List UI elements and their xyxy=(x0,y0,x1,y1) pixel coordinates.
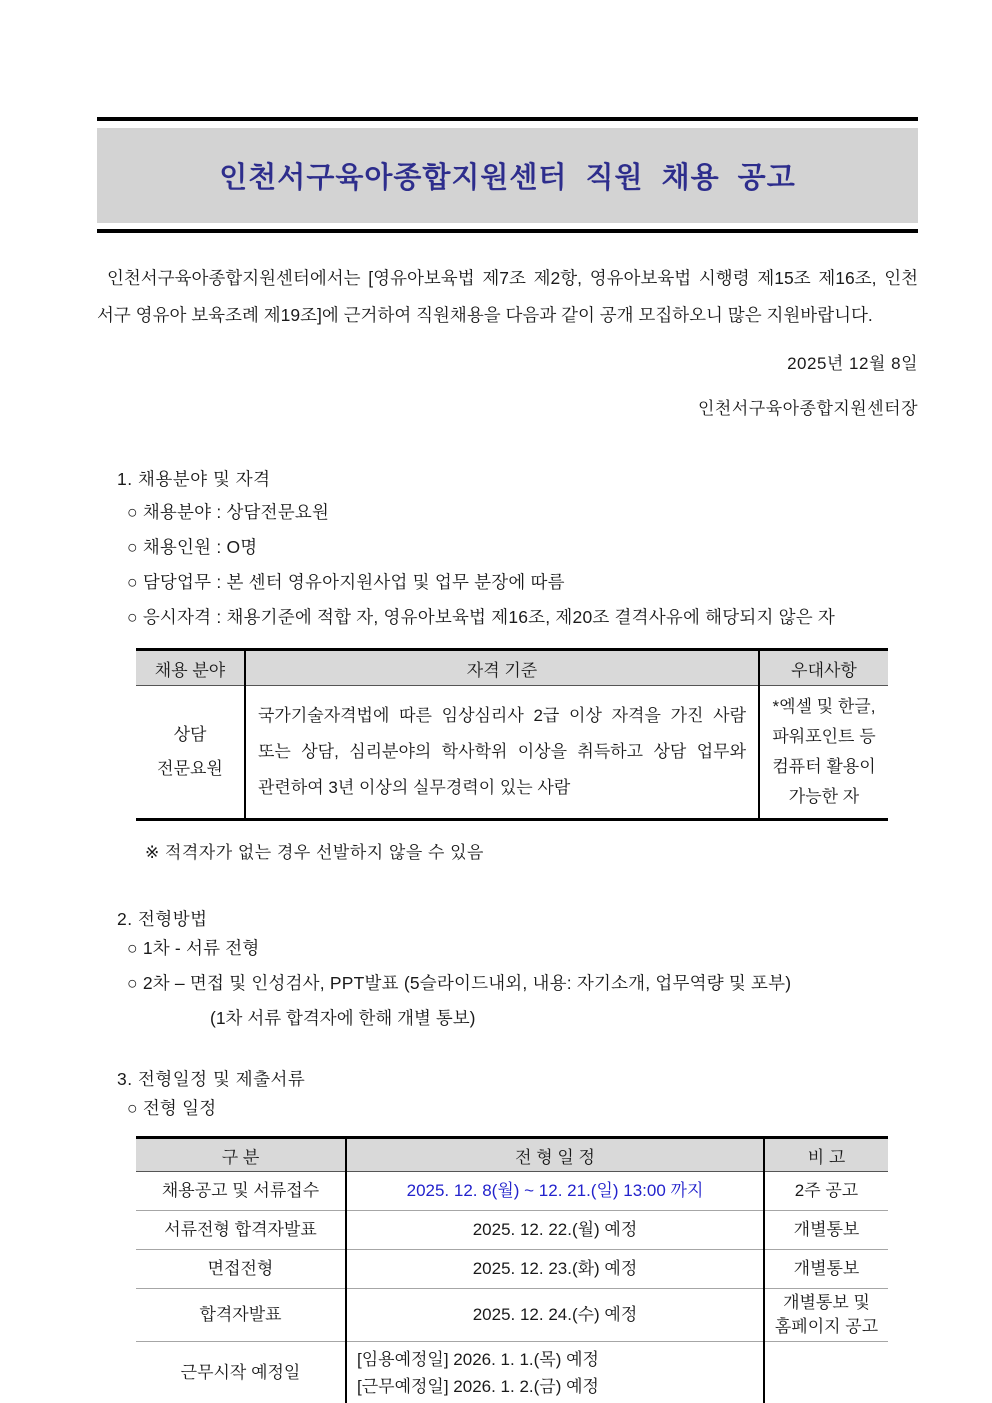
title-bottom-rule xyxy=(97,229,918,233)
section-recruitment-field xyxy=(97,466,918,863)
announcement-date: 2025년 12월 8일 xyxy=(787,354,918,373)
schedule-table xyxy=(136,1136,888,1403)
bullet-recruit-headcount: ○ 채용인원 : O명 xyxy=(127,537,258,557)
qual-field-line1: 상담 xyxy=(173,725,207,744)
section1-bullet-list xyxy=(127,495,918,635)
sched-cell-category: 근무시작 예정일 xyxy=(180,1363,301,1382)
sched-cell-category: 서류전형 합격자발표 xyxy=(164,1220,317,1239)
section3-bullet-list xyxy=(127,1091,918,1126)
bullet-eligibility: ○ 응시자격 : 채용기준에 적합 자, 영유아보육법 제16조, 제20조 결격사유에 해당되지 않은 자 xyxy=(127,607,835,627)
round2-sub-note: (1차 서류 합격자에 한해 개별 통보) xyxy=(210,1008,476,1028)
sched-header-note: 비 고 xyxy=(764,1138,888,1172)
title-banner xyxy=(97,117,918,233)
sched-cell-schedule: 2025. 12. 23.(화) 예정 xyxy=(346,1250,764,1289)
page-title: 인천서구육아종합지원센터 직원 채용 공고 xyxy=(219,162,796,194)
section2-bullet-list xyxy=(127,931,918,1001)
qual-field-line2: 전문요원 xyxy=(157,759,223,778)
issuer-name: 인천서구육아종합지원센터장 xyxy=(698,399,918,418)
bullet-round2: ○ 2차 – 면접 및 인성검사, PPT발표 (5슬라이드내외, 내용: 자기소개, 업무역량 및 포부) xyxy=(127,973,792,993)
qual-header-criteria: 자격 기준 xyxy=(245,650,759,686)
schedule-row-interview xyxy=(136,1250,888,1289)
sched-cell-note: 2주 공고 xyxy=(764,1172,888,1211)
sched-cell-note: 개별통보 xyxy=(764,1250,888,1289)
qualification-table-row xyxy=(136,686,888,820)
schedule-row-application xyxy=(136,1172,888,1211)
appointment-date-line: [임용예정일] 2026. 1. 1.(목) 예정 xyxy=(357,1350,599,1369)
sched-cell-category: 채용공고 및 서류접수 xyxy=(161,1181,320,1200)
schedule-row-final-result xyxy=(136,1289,888,1342)
sched-cell-category: 합격자발표 xyxy=(199,1305,282,1324)
sched-cell-schedule xyxy=(346,1342,764,1403)
qual-cell-field xyxy=(136,686,245,820)
qual-header-preference: 우대사항 xyxy=(759,650,888,686)
section-selection-method xyxy=(97,906,918,1036)
schedule-table-header xyxy=(136,1138,888,1172)
schedule-row-document-result xyxy=(136,1211,888,1250)
sched-header-category: 구 분 xyxy=(136,1138,346,1172)
sched-cell-schedule: 2025. 12. 24.(수) 예정 xyxy=(346,1289,764,1342)
sched-cell-schedule: 2025. 12. 8(월) ~ 12. 21.(일) 13:00 까지 xyxy=(346,1172,764,1211)
qualification-note: ※ 적격자가 없는 경우 선발하지 않을 수 있음 xyxy=(145,843,484,862)
bullet-recruit-field: ○ 채용분야 : 상담전문요원 xyxy=(127,502,330,522)
qualification-table-header xyxy=(136,650,888,686)
section2-heading: 2. 전형방법 xyxy=(117,909,208,929)
schedule-row-work-start xyxy=(136,1342,888,1403)
qualification-table xyxy=(136,648,888,821)
qual-cell-criteria: 국가기술자격법에 따른 임상심리사 2급 이상 자격을 가진 사람 또는 상담, 심리분야의 학사학위 이상을 취득하고 상담 업무와 관련하여 3년 이상의 실무경력이 있는 사람 xyxy=(245,686,759,820)
intro-paragraph: 인천서구육아종합지원센터에서는 [영유아보육법 제7조 제2항, 영유아보육법 시행령 제15조 제16조, 인천 서구 영유아 보육조례 제19조]에 근거하여 직원채용을 다음과 같이 공개 모집하오니 많은 지원바랍니다. xyxy=(97,268,918,325)
title-top-rule xyxy=(97,117,918,121)
bullet-round1: ○ 1차 - 서류 전형 xyxy=(127,938,260,958)
title-box xyxy=(97,128,918,223)
section3-heading: 3. 전형일정 및 제출서류 xyxy=(117,1069,306,1089)
bullet-duties: ○ 담당업무 : 본 센터 영유아지원사업 및 업무 분장에 따름 xyxy=(127,572,565,592)
sched-cell-category: 면접전형 xyxy=(207,1259,274,1278)
document-content xyxy=(97,0,918,1403)
sched-cell-note xyxy=(764,1342,888,1403)
section1-heading: 1. 채용분야 및 자격 xyxy=(117,469,271,489)
sched-header-schedule: 전 형 일 정 xyxy=(346,1138,764,1172)
section-schedule xyxy=(97,1066,918,1403)
qual-cell-preference: *엑셀 및 한글, 파워포인트 등 컴퓨터 활용이 가능한 자 xyxy=(759,686,888,820)
qual-header-field: 채용 분야 xyxy=(136,650,245,686)
bullet-schedule: ○ 전형 일정 xyxy=(127,1098,217,1118)
sched-cell-schedule: 2025. 12. 22.(월) 예정 xyxy=(346,1211,764,1250)
work-start-date-line: [근무예정일] 2026. 1. 2.(금) 예정 xyxy=(357,1377,599,1396)
sched-cell-note: 개별통보 및 홈페이지 공고 xyxy=(764,1289,888,1342)
sched-cell-note: 개별통보 xyxy=(764,1211,888,1250)
